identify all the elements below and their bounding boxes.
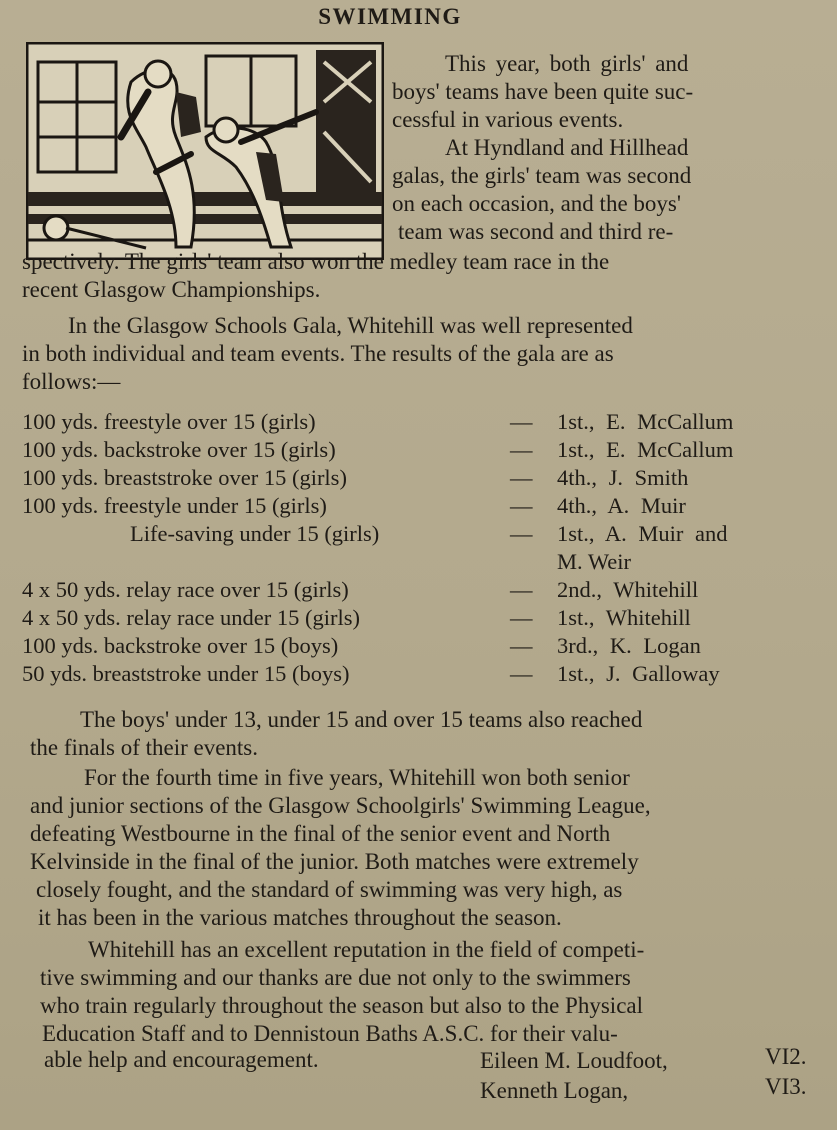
- paragraph-line: able help and encouragement.: [44, 1047, 319, 1072]
- paragraph-line: For the fourth time in five years, Whitehill won both senior: [84, 765, 630, 790]
- result-value: 4th., J. Smith: [557, 465, 689, 490]
- paragraph-line: closely fought, and the standard of swimming was very high, as: [36, 877, 623, 902]
- result-value: M. Weir: [557, 549, 632, 574]
- result-row: [22, 632, 822, 660]
- event-name: 100 yds. freestyle under 15 (girls): [22, 493, 327, 518]
- paragraph-line: in both individual and team events. The results of the gala are as: [22, 341, 614, 366]
- result-row-continued: [22, 548, 822, 576]
- result-row: [22, 492, 822, 520]
- result-value: 1st., Whitehill: [557, 605, 691, 630]
- result-row: [22, 408, 822, 436]
- result-row: [22, 576, 822, 604]
- signature-name: Eileen M. Loudfoot,: [480, 1048, 668, 1073]
- result-value: 3rd., K. Logan: [557, 633, 701, 658]
- dash: —: [510, 521, 533, 546]
- signature-name: Kenneth Logan,: [480, 1078, 629, 1103]
- event-name: 100 yds. backstroke over 15 (boys): [22, 633, 339, 658]
- intro-line: team was second and third re-: [398, 219, 674, 244]
- signature-form: VI3.: [765, 1074, 807, 1099]
- result-row: [22, 604, 822, 632]
- result-row: [22, 464, 822, 492]
- paragraph-line: In the Glasgow Schools Gala, Whitehill was well represented: [68, 313, 633, 338]
- paragraph-line: it has been in the various matches throughout the season.: [38, 905, 562, 930]
- result-value: 1st., J. Galloway: [557, 661, 720, 686]
- paragraph-line: Education Staff and to Dennistoun Baths A.S.C. for their valu-: [42, 1021, 618, 1046]
- event-name: Life-saving under 15 (girls): [130, 521, 380, 546]
- paragraph-line: Kelvinside in the final of the junior. Both matches were extremely: [30, 849, 639, 874]
- result-row: [22, 436, 822, 464]
- paragraph-line: recent Glasgow Championships.: [22, 277, 321, 302]
- page-title: SWIMMING: [318, 4, 462, 29]
- intro-line: This year, both girls' and: [445, 51, 689, 76]
- event-name: 4 x 50 yds. relay race over 15 (girls): [22, 577, 349, 602]
- result-row: [22, 520, 822, 548]
- dash: —: [510, 437, 533, 462]
- dash: —: [510, 465, 533, 490]
- result-row: [22, 660, 822, 688]
- paragraph-line: who train regularly throughout the season but also to the Physical: [40, 993, 643, 1018]
- paragraph-line: defeating Westbourne in the final of the senior event and North: [30, 821, 611, 846]
- intro-line: At Hyndland and Hillhead: [445, 135, 689, 160]
- result-value: 4th., A. Muir: [557, 493, 686, 518]
- dash: —: [510, 633, 533, 658]
- dash: —: [510, 409, 533, 434]
- dash: —: [510, 661, 533, 686]
- paragraph-line: and junior sections of the Glasgow Schoolgirls' Swimming League,: [30, 793, 651, 818]
- paragraph-line: Whitehill has an excellent reputation in the field of competi-: [88, 937, 645, 962]
- dash: —: [510, 577, 533, 602]
- intro-line: cessful in various events.: [392, 107, 624, 132]
- results-table: [22, 408, 822, 688]
- event-name: 100 yds. backstroke over 15 (girls): [22, 437, 336, 462]
- paragraph-line: spectively. The girls' team also won the medley team race in the: [22, 249, 610, 274]
- event-name: 100 yds. freestyle over 15 (girls): [22, 409, 316, 434]
- paragraph-line: tive swimming and our thanks are due not only to the swimmers: [40, 965, 631, 990]
- intro-line: boys' teams have been quite suc-: [392, 79, 694, 104]
- result-value: 2nd., Whitehill: [557, 577, 699, 602]
- result-value: 1st., E. McCallum: [557, 437, 734, 462]
- intro-line: galas, the girls' team was second: [392, 163, 692, 188]
- paragraph-line: The boys' under 13, under 15 and over 15 teams also reached: [80, 707, 643, 732]
- event-name: 100 yds. breaststroke over 15 (girls): [22, 465, 347, 490]
- result-value: 1st., A. Muir and: [557, 521, 728, 546]
- event-name: 4 x 50 yds. relay race under 15 (girls): [22, 605, 361, 630]
- result-value: 1st., E. McCallum: [557, 409, 734, 434]
- dash: —: [510, 605, 533, 630]
- intro-line: on each occasion, and the boys': [392, 191, 681, 216]
- event-name: 50 yds. breaststroke under 15 (boys): [22, 661, 350, 686]
- paragraph-line: the finals of their events.: [30, 735, 259, 760]
- signature-form: VI2.: [765, 1044, 807, 1069]
- dash: —: [510, 493, 533, 518]
- paragraph-line: follows:—: [22, 369, 121, 394]
- swimmers-illustration: [26, 42, 384, 260]
